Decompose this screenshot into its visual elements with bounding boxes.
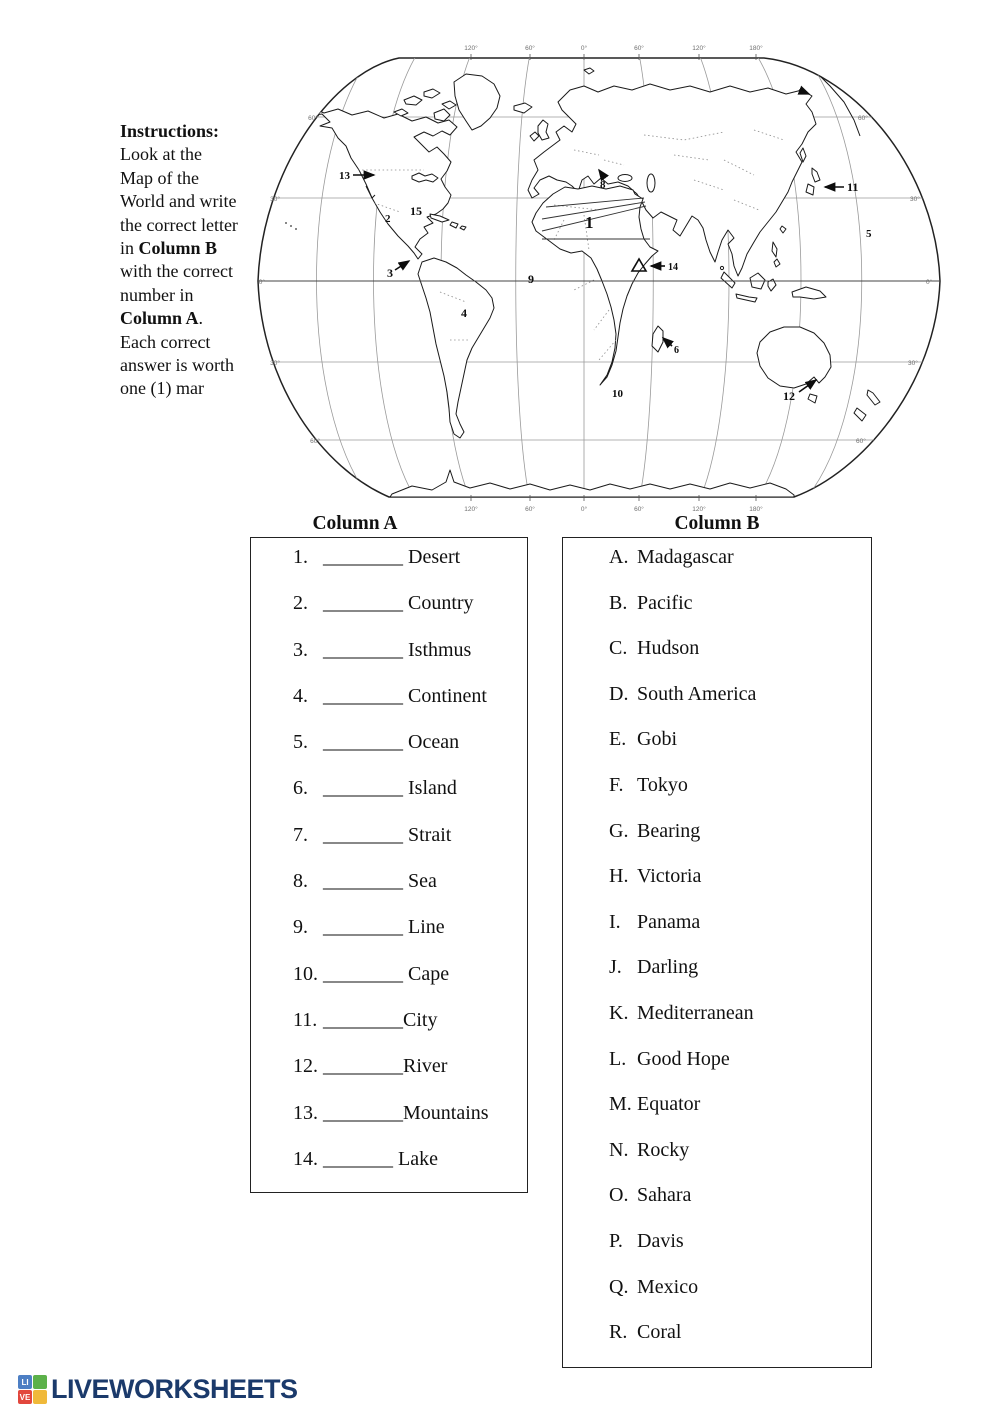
- svg-text:6: 6: [674, 345, 679, 356]
- lat-label: 30°: [270, 360, 280, 367]
- item-letter: H.: [609, 865, 629, 888]
- lon-label: 120°: [464, 45, 478, 52]
- lat-label: 30°: [908, 360, 918, 367]
- item-letter: R.: [609, 1321, 628, 1344]
- item-letter: Q.: [609, 1275, 629, 1298]
- answer-blank[interactable]: ________: [323, 1008, 403, 1031]
- lat-label: 0°: [926, 279, 933, 286]
- list-item: [609, 956, 871, 1002]
- instructions-bold-column-a: Column A: [120, 308, 199, 329]
- list-item: [609, 1230, 871, 1276]
- lon-label: 120°: [692, 506, 706, 513]
- item-letter: N.: [609, 1138, 629, 1161]
- lat-label: 30°: [270, 196, 280, 203]
- item-name: Mexico: [637, 1275, 699, 1298]
- lat-label: 30°: [910, 196, 920, 203]
- column-a-header: Column A: [312, 513, 398, 534]
- map-marker-5: [866, 228, 872, 240]
- item-term: Desert: [403, 546, 461, 568]
- item-letter: K.: [609, 1001, 629, 1024]
- svg-text:13: 13: [339, 170, 350, 182]
- item-name: Pacific: [637, 591, 693, 614]
- answer-blank[interactable]: _______: [323, 1147, 393, 1170]
- item-letter: G.: [609, 819, 629, 842]
- list-item: [609, 1002, 871, 1048]
- lat-label: 60°: [310, 438, 320, 445]
- item-number: 4.: [293, 684, 308, 707]
- item-number: 6.: [293, 777, 308, 800]
- list-item: [293, 824, 527, 870]
- list-item: [609, 1093, 871, 1139]
- lon-label: 180°: [749, 506, 763, 513]
- list-item: [609, 1139, 871, 1185]
- item-term: Isthmus: [403, 638, 472, 661]
- list-item: [609, 1184, 871, 1230]
- item-name: Good Hope: [637, 1047, 730, 1070]
- instructions-text: with the correct number in: [120, 261, 233, 305]
- lon-label: 60°: [634, 506, 644, 513]
- lon-label: 0°: [580, 506, 588, 513]
- list-item: [609, 728, 871, 774]
- list-item: [609, 774, 871, 820]
- lat-label: 60°: [858, 115, 868, 122]
- lat-label: 60°: [856, 438, 866, 445]
- logo-square-li: LI: [18, 1375, 32, 1389]
- answer-blank[interactable]: ________: [323, 731, 403, 754]
- item-letter: B.: [609, 591, 628, 614]
- list-item: [609, 592, 871, 638]
- instructions-heading: Instructions:: [120, 121, 220, 141]
- answer-blank[interactable]: ________: [323, 777, 403, 800]
- item-letter: E.: [609, 728, 627, 751]
- item-term: Island: [403, 777, 457, 800]
- svg-text:8: 8: [600, 179, 606, 191]
- svg-text:14: 14: [668, 262, 678, 273]
- item-term: Strait: [403, 823, 452, 846]
- list-item: [293, 870, 527, 916]
- item-letter: C.: [609, 637, 628, 660]
- list-item: [609, 820, 871, 866]
- item-name: South America: [637, 682, 757, 705]
- item-name: Bearing: [637, 819, 701, 842]
- answer-blank[interactable]: ________: [323, 592, 403, 615]
- item-number: 8.: [293, 870, 308, 893]
- item-letter: A.: [609, 546, 629, 568]
- list-item: [293, 1055, 527, 1101]
- list-item: [293, 639, 527, 685]
- list-item: [293, 916, 527, 962]
- item-name: Hudson: [637, 637, 700, 660]
- item-term: City: [403, 1008, 438, 1031]
- item-name: Tokyo: [637, 773, 688, 796]
- svg-text:1: 1: [585, 213, 594, 232]
- svg-text:11: 11: [847, 180, 859, 194]
- item-term: Line: [403, 916, 445, 939]
- list-item: [609, 1321, 871, 1367]
- item-name: Gobi: [637, 728, 677, 751]
- lat-label: 60°: [308, 115, 318, 122]
- world-map-svg: [254, 40, 944, 515]
- list-item: [293, 592, 527, 638]
- item-number: 11.: [293, 1008, 318, 1031]
- svg-text:15: 15: [410, 204, 422, 218]
- answer-blank[interactable]: ________: [323, 1101, 403, 1124]
- item-name: Equator: [637, 1093, 701, 1116]
- svg-text:5: 5: [866, 228, 872, 240]
- item-number: 13.: [293, 1101, 318, 1124]
- lat-label: 0°: [258, 279, 265, 286]
- liveworksheets-logo[interactable]: [18, 1374, 298, 1405]
- item-number: 3.: [293, 638, 308, 661]
- svg-text:4: 4: [461, 306, 467, 320]
- answer-blank[interactable]: ________: [323, 684, 403, 707]
- item-letter: F.: [609, 773, 624, 796]
- item-letter: L.: [609, 1047, 627, 1070]
- item-name: Sahara: [637, 1184, 692, 1207]
- item-number: 2.: [293, 592, 308, 615]
- item-letter: O.: [609, 1184, 629, 1207]
- lon-label: 180°: [749, 45, 763, 52]
- logo-square-ve: VE: [18, 1390, 32, 1404]
- lon-label: 60°: [525, 506, 535, 513]
- list-item: [609, 546, 871, 592]
- lon-label: 60°: [634, 45, 644, 52]
- column-a-box: [250, 537, 528, 1193]
- instructions-text: Look at the Map of the World and write the correct letter in: [120, 144, 238, 259]
- list-item: [293, 546, 527, 592]
- item-number: 1.: [293, 546, 308, 568]
- answer-blank[interactable]: ________: [323, 870, 403, 893]
- item-term: Ocean: [403, 731, 460, 754]
- item-number: 9.: [293, 916, 308, 939]
- list-item: [609, 865, 871, 911]
- item-letter: D.: [609, 682, 629, 705]
- list-item: [293, 1009, 527, 1055]
- map-marker-2: [385, 213, 391, 225]
- answer-blank[interactable]: ________: [323, 546, 403, 568]
- list-item: [293, 777, 527, 823]
- answer-blank[interactable]: ________: [323, 962, 403, 985]
- item-number: 10.: [293, 962, 318, 985]
- lon-label: 60°: [525, 45, 535, 52]
- list-item: [609, 683, 871, 729]
- world-map: [254, 40, 944, 515]
- list-item: [293, 1102, 527, 1148]
- svg-text:3: 3: [387, 266, 393, 280]
- answer-blank[interactable]: ________: [323, 638, 403, 661]
- item-number: 14.: [293, 1147, 318, 1170]
- list-item: [609, 911, 871, 957]
- instructions-block: [120, 120, 238, 401]
- item-term: Lake: [393, 1147, 438, 1170]
- item-name: Rocky: [637, 1138, 690, 1161]
- list-item: [609, 637, 871, 683]
- list-item: [609, 1048, 871, 1094]
- item-number: 12.: [293, 1055, 318, 1078]
- item-term: Cape: [403, 962, 450, 985]
- item-term: Country: [403, 592, 474, 615]
- list-item: [609, 1276, 871, 1322]
- item-name: Mediterranean: [637, 1001, 754, 1024]
- map-marker-10: [612, 388, 624, 400]
- instructions-text: . Each correct answer is worth one (1) mar: [120, 308, 234, 399]
- item-name: Darling: [637, 956, 699, 979]
- item-letter: M.: [609, 1093, 632, 1116]
- list-item: [293, 731, 527, 777]
- answer-blank[interactable]: ________: [323, 1055, 403, 1078]
- list-item: [293, 685, 527, 731]
- logo-square-green: [33, 1375, 47, 1389]
- liveworksheets-brand-text: LIVEWORKSHEETS: [51, 1374, 298, 1404]
- item-number: 7.: [293, 823, 308, 846]
- svg-text:10: 10: [612, 388, 623, 400]
- answer-blank[interactable]: ________: [323, 823, 403, 846]
- list-item: [293, 1148, 527, 1194]
- column-b-box: [562, 537, 872, 1368]
- liveworksheets-logo-icon: [18, 1375, 47, 1404]
- lon-label: 0°: [580, 45, 588, 52]
- item-term: Continent: [403, 684, 487, 707]
- item-term: Sea: [403, 870, 437, 893]
- svg-text:2: 2: [385, 213, 391, 225]
- map-marker-4: [461, 306, 467, 320]
- map-marker-15: [410, 204, 422, 218]
- item-name: Madagascar: [637, 546, 734, 568]
- svg-text:9: 9: [528, 272, 534, 286]
- item-name: Davis: [637, 1229, 684, 1252]
- instructions-bold-column-b: Column B: [138, 238, 218, 259]
- item-term: Mountains: [403, 1101, 489, 1124]
- item-letter: I.: [609, 910, 621, 933]
- item-letter: J.: [609, 956, 622, 979]
- lon-label: 120°: [464, 506, 478, 513]
- column-b-header: Column B: [674, 513, 760, 534]
- item-letter: P.: [609, 1229, 623, 1252]
- map-marker-9: [528, 272, 534, 286]
- answer-blank[interactable]: ________: [323, 916, 403, 939]
- svg-text:12: 12: [783, 389, 795, 403]
- map-marker-1: [585, 213, 594, 232]
- lon-label: 120°: [692, 45, 706, 52]
- item-number: 5.: [293, 731, 308, 754]
- logo-square-yellow: [33, 1390, 47, 1404]
- item-name: Coral: [637, 1321, 682, 1344]
- item-name: Panama: [637, 910, 701, 933]
- list-item: [293, 963, 527, 1009]
- item-term: River: [403, 1055, 448, 1078]
- item-name: Victoria: [637, 865, 702, 888]
